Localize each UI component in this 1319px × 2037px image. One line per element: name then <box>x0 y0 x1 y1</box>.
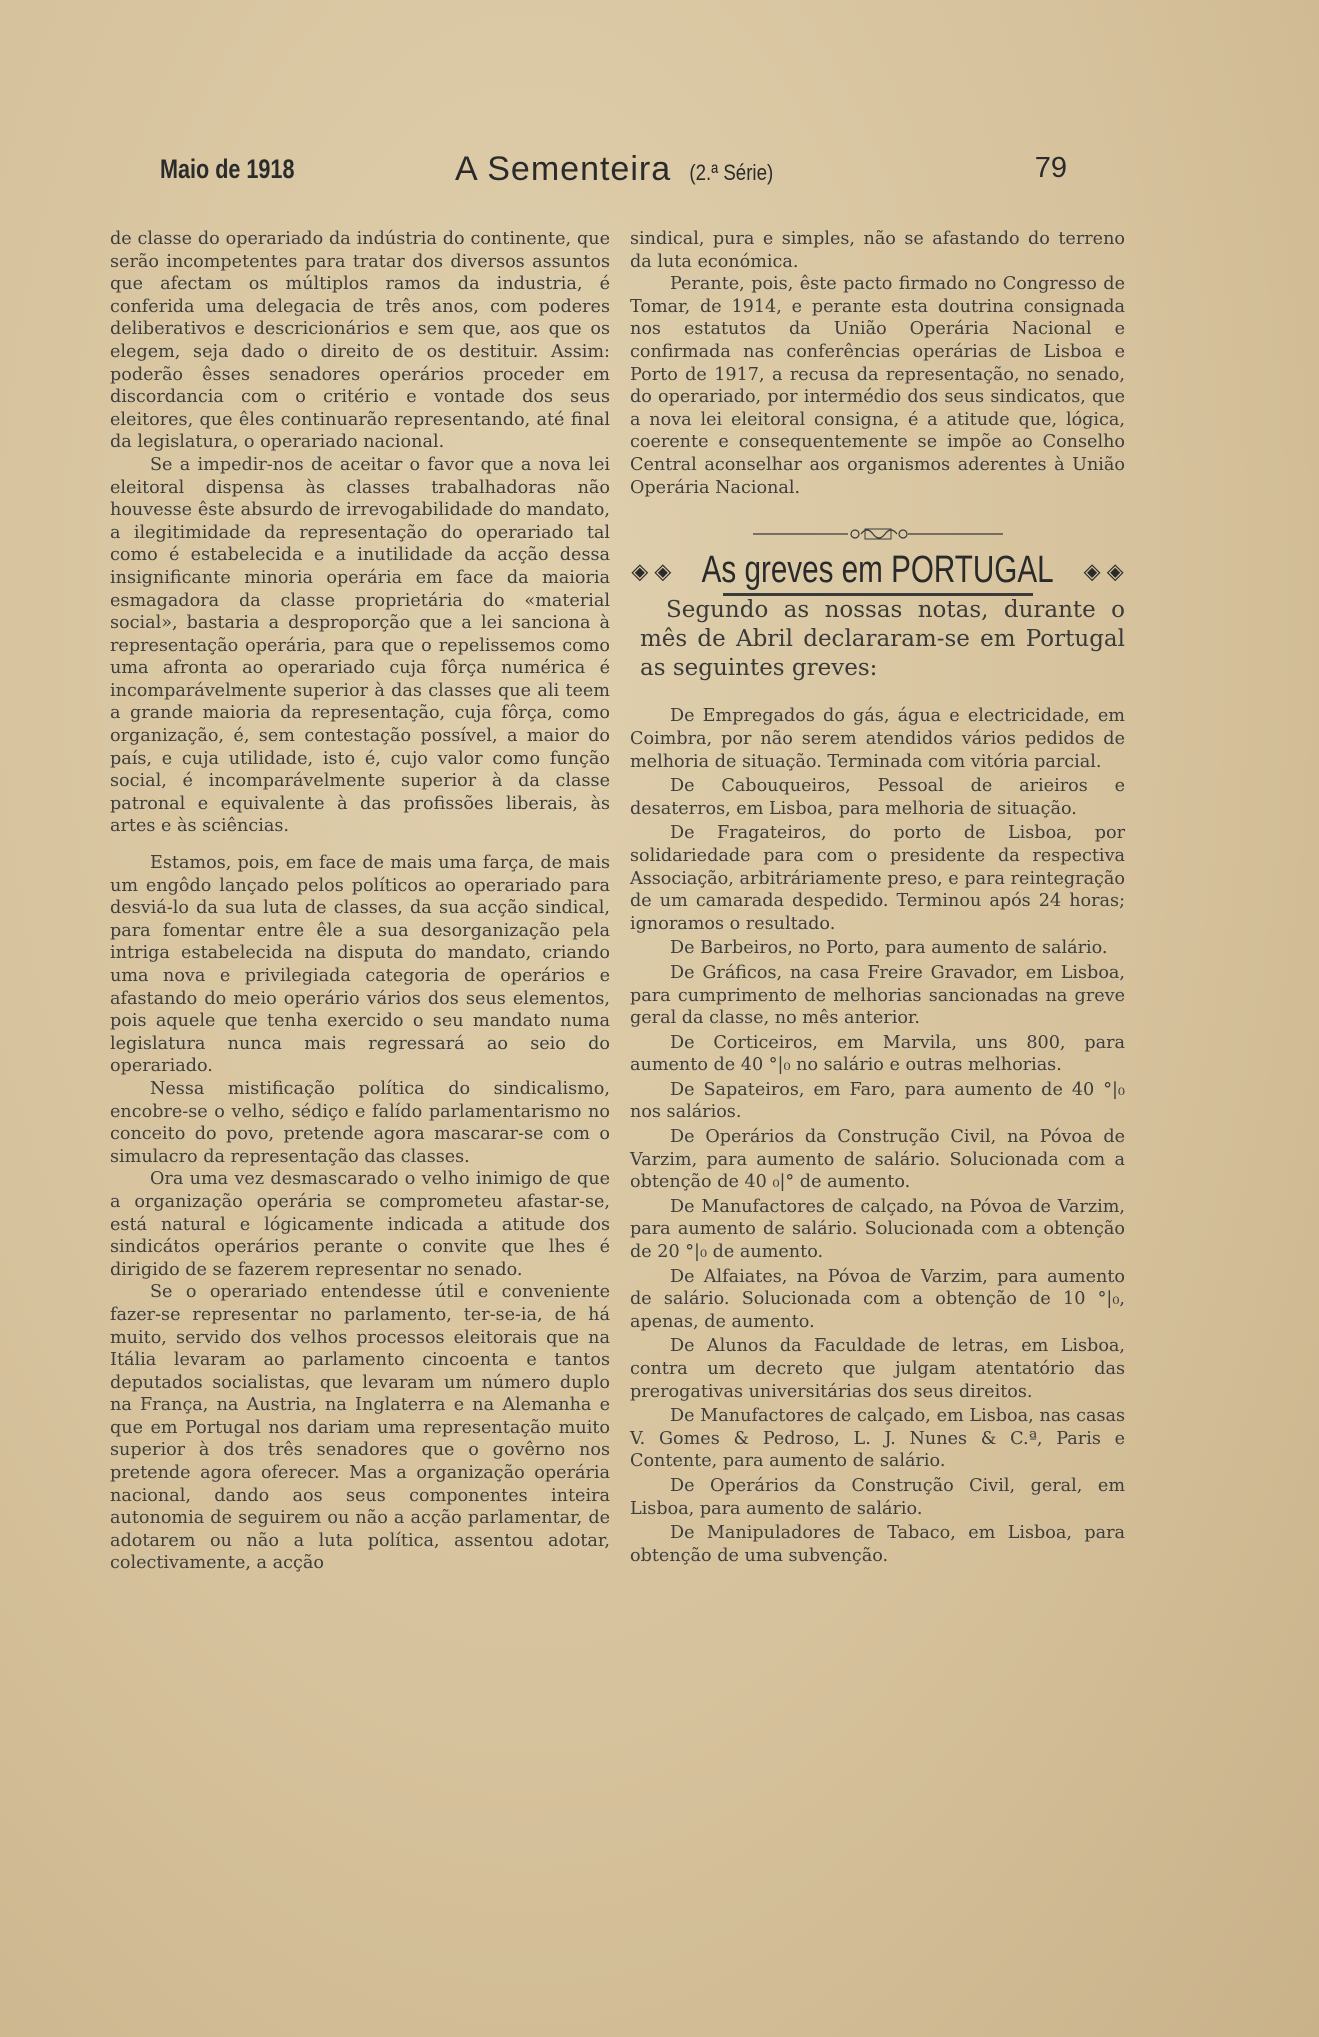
decorative-divider <box>753 523 1003 545</box>
publication-title <box>455 150 780 189</box>
series-label: (2.ª Série) <box>688 160 773 185</box>
strike-item: De Empregados do gás, água e electricidade, em Coimbra, por não serem atendidos vários pedidos de melhoria de situação. Terminada com vitória parcial. <box>630 706 1125 772</box>
section-headline <box>630 549 1125 592</box>
headline-text: As greves em PORTUGAL <box>701 549 1054 592</box>
paragraph: Ora uma vez desmascarado o velho inimigo de que a organização operária se comprometeu afastar-se, está natural e lógicamente indicada a atitude dos sindicátos operários perante o convite que lhes é dirigido de se fazerem representar no senado. <box>110 1169 610 1280</box>
paragraph: Perante, pois, êste pacto firmado no Congresso de Tomar, de 1914, e perante esta doutrina consignada nos estatutos da União Operária Nacional e confirmada nas conferências operárias de Lisboa e Porto de 1917, a recusa da representação, no senado, do operariado, por intermédio dos seus sindicatos, que a nova lei eleitoral consigna, é a atitude que, lógica, coerente e consequentemente se impõe ao Conselho Central aconselhar aos organismos aderentes à União Operária Nacional. <box>630 274 1125 498</box>
paragraph: de classe do operariado da indústria do continente, que serão incompetentes para tratar dos diversos assuntos que afectam os múltiplos ramos da industria, é conferida uma delegacia de três anos, com poderes deliberativos e descricionários e sem que, aos que os elegem, seja dado o direito de os destituir. Assim: poderão êsses senadores operários proceder em discordancia com o critério e vontade dos seus eleitores, que êles continuarão representando, até final da legislatura, o operariado nacional. <box>110 229 610 453</box>
strike-item: De Operários da Construção Civil, na Póvoa de Varzim, para aumento de salário. Solucionada com a obtenção de 40 ₀|° de aumento. <box>630 1127 1125 1193</box>
issue-date: Maio de 1918 <box>160 154 295 184</box>
left-column <box>110 228 610 1575</box>
ornament-icon: ◈ ◈ <box>1083 558 1124 584</box>
paragraph: Estamos, pois, em face de mais uma farça, de mais um engôdo lançado pelos políticos ao operariado para desviá-lo da sua luta de classes, da sua acção sindical, para fomentar entre êle a sua desorganização pela intriga estabelecida na disputa do mandato, criando uma nova e privilegiada categoria de operários e afastando do meio operário vários dos seus elementos, pois aquele que tenha exercido o seu mandato numa legislatura nunca mais regressará ao seio do operariado. <box>110 853 610 1077</box>
strike-item: De Fragateiros, do porto de Lisboa, por solidariedade para com o presidente da respectiva Associação, arbitráriamente preso, e para reintegração de um camarada despedido. Terminou após 24 horas; ignoramos o resultado. <box>630 823 1125 934</box>
page-header <box>150 150 1095 194</box>
ornament-icon: ◈ ◈ <box>631 558 672 584</box>
strike-item: De Cabouqueiros, Pessoal de arieiros e desaterros, em Lisboa, para melhoria de situação. <box>630 776 1125 819</box>
strike-item: De Operários da Construção Civil, geral, em Lisboa, para aumento de salário. <box>630 1475 1125 1519</box>
page-number: 79 <box>1034 152 1067 184</box>
strike-item: De Manufactores de calçado, em Lisboa, nas casas V. Gomes & Pedroso, L. J. Nunes & C.ª, Paris e Contente, para aumento de salário. <box>630 1406 1125 1472</box>
strike-item: De Gráficos, na casa Freire Gravador, em Lisboa, para cumprimento de melhorias sancionadas na greve geral da classe, no mês anterior. <box>630 962 1125 1029</box>
strike-item: De Sapateiros, em Faro, para aumento de 40 °|₀ nos salários. <box>630 1079 1125 1123</box>
strike-list <box>630 705 1125 1567</box>
lead-paragraph: Segundo as nossas notas, durante o mês de Abril declararam-se em Portugal as seguintes greves: <box>640 597 1125 682</box>
right-column <box>630 228 1125 1569</box>
strike-item: De Alfaiates, na Póvoa de Varzim, para aumento de salário. Solucionada com a obtenção de 10 °|₀, apenas, de aumento. <box>630 1266 1125 1332</box>
publication-name: A Sementeira <box>455 150 672 188</box>
strike-item: De Alunos da Faculdade de letras, em Lisboa, contra um decreto que julgam atentatório das prerogativas universitárias dos seus direitos. <box>630 1336 1125 1402</box>
strike-item: De Manufactores de calçado, na Póvoa de Varzim, para aumento de salário. Solucionada com a obtenção de 20 °|₀ de aumento. <box>630 1196 1125 1263</box>
paragraph: Se o operariado entendesse útil e conveniente fazer-se representar no parlamento, ter-se-ia, de há muito, servido dos velhos processos eleitorais que na Itália levaram ao parlamento cincoenta e tantos deputados socialistas, que levaram um número duplo na França, na Austria, na Inglaterra e na Alemanha e que em Portugal nos dariam uma representação muito superior à dos três senadores que o govêrno nos pretende agora oferecer. Mas a organização operária nacional, dando aos seus componentes inteira autonomia de seguirem ou não a acção parlamentar, de adotarem ou não a luta política, assentou adotar, colectivamente, a acção <box>110 1282 610 1574</box>
paragraph: Se a impedir-nos de aceitar o favor que a nova lei eleitoral dispensa às classes trabalhadoras não houvesse êste absurdo de irrevogabilidade do mandato, a ilegitimidade da representação do operariado tal como é estabelecida e a inutilidade da acção dessa insignificante minoria operária em face da maioria esmagadora da classe proprietária do «material social», bastaria a desproporção que a lei sanciona à representação operária, para que o repelissemos como uma afronta ao operariado cuja fôrça numérica é incomparávelmente superior à das classes que ali teem a grande maioria da representação, cuja fôrça, como organização, é, sem contestação possível, a maior do país, e cuja utilidade, isto é, cujo valor como função social, é incomparávelmente superior à da classe patronal e equivalente à das profissões liberais, às artes e às sciências. <box>110 454 610 837</box>
strike-item: De Barbeiros, no Porto, para aumento de salário. <box>670 938 1108 959</box>
strike-item: De Manipuladores de Tabaco, em Lisboa, para obtenção de uma subvenção. <box>630 1523 1125 1566</box>
paragraph: sindical, pura e simples, não se afastando do terreno da luta económica. <box>630 229 1125 272</box>
paragraph: Nessa mistificação política do sindicalismo, encobre-se o velho, sédiço e falído parlamentarismo no conceito do povo, pretende agora mascarar-se com o simulacro da representação das classes. <box>110 1078 610 1167</box>
strike-item: De Corticeiros, em Marvila, uns 800, para aumento de 40 °|₀ no salário e outras melhorias. <box>630 1032 1125 1076</box>
